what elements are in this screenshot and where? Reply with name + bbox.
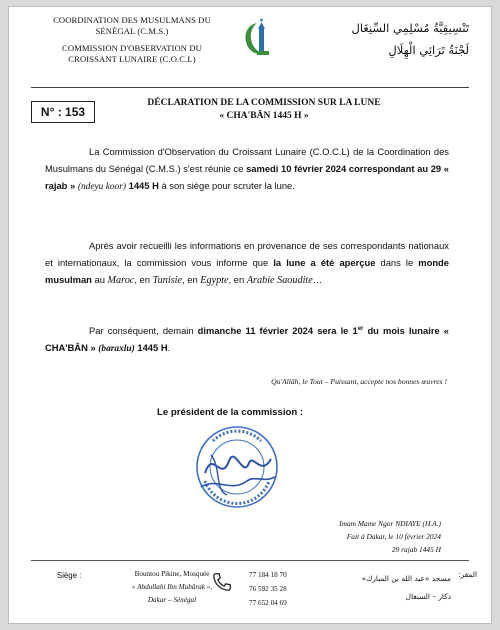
letterhead-arabic [299,17,469,61]
document-number: N° : 153 [31,101,95,123]
phone-icon [211,571,233,593]
signature-block [339,517,441,556]
paragraph-observation: Après avoir recueilli les informations en provenance de ses correspondants nationaux et internationaux, la commission vous informe que la lune a été aperçue dans le monde musulman au Maroc, en Tunisie, en Egypte, en Arabie Saoudite… [45,240,449,286]
title-line2: « CHA'BÂN 1445 H » [219,111,309,121]
letterhead [9,7,491,89]
footer-phones: 77 184 18 70 76 592 35 28 77 652 04 69 [249,571,287,607]
document-title [109,97,419,123]
commission-name-line1: COMMISSION D'OBSERVATION DU [62,43,202,53]
footer-address-arabic: مسجد «عبد الله بن المبارك» دكار – السنغال [361,574,451,601]
document-page [8,6,492,624]
paragraph-conclusion: Par conséquent, demain dimanche 11 février 2024 sera le 1er du mois lunaire « CHA'BÂN » (baraxlu) 1445 H. [45,325,449,355]
president-label: Le président de la commission : [157,407,304,418]
footer-address: Bountou Pikine, Mosquée « Abdullahi Ibn Mubârak », Dakar – Sénégal [131,570,213,604]
org-name-line2: SÉNÉGAL (C.M.S.) [95,26,169,36]
commission-name-line2: CROISSANT LUNAIRE (C.O.C.L) [68,54,196,64]
crescent-minaret-logo-icon [239,17,275,61]
footer-siege-label: Siège : [57,571,82,580]
footer-siege-label-arabic: المقر: [458,570,477,579]
paragraph-meeting: La Commission d'Observation du Croissant Lunaire (C.O.C.L) de la Coordination des Musulmans du Sénégal (C.M.S.) s'est réunie ce samedi 10 février 2024 correspondant au 29 « rajab » (ndeyu koor) 1445 H à son siège pour scruter la lune. [45,146,449,192]
commission-name-arabic: لَجْنَةُ تَرَائِي الْهِلَالِ [388,43,469,57]
signatory-name: Imam Mame Ngor NDIAYE (H.A.) [339,519,441,528]
title-line1: DÉCLARATION DE LA COMMISSION SUR LA LUNE [147,98,381,108]
official-stamp-signature-icon [191,421,283,513]
footer-divider [31,560,469,561]
header-divider [31,87,469,88]
org-name-arabic: تَنْسِيقِيَّةُ مُسْلِمِي السِّنِغَال [351,21,469,35]
org-name-line1: COORDINATION DES MUSULMANS DU [53,15,211,25]
closing-motto: Qu'Allâh, le Tout – Puissant, accepte nos bonnes œuvres ! [271,377,447,386]
place-date: Fait à Dakar, le 10 février 2024 [346,532,441,541]
letterhead-french [37,15,227,65]
hijri-date: 29 rajab 1445 H [391,545,441,554]
